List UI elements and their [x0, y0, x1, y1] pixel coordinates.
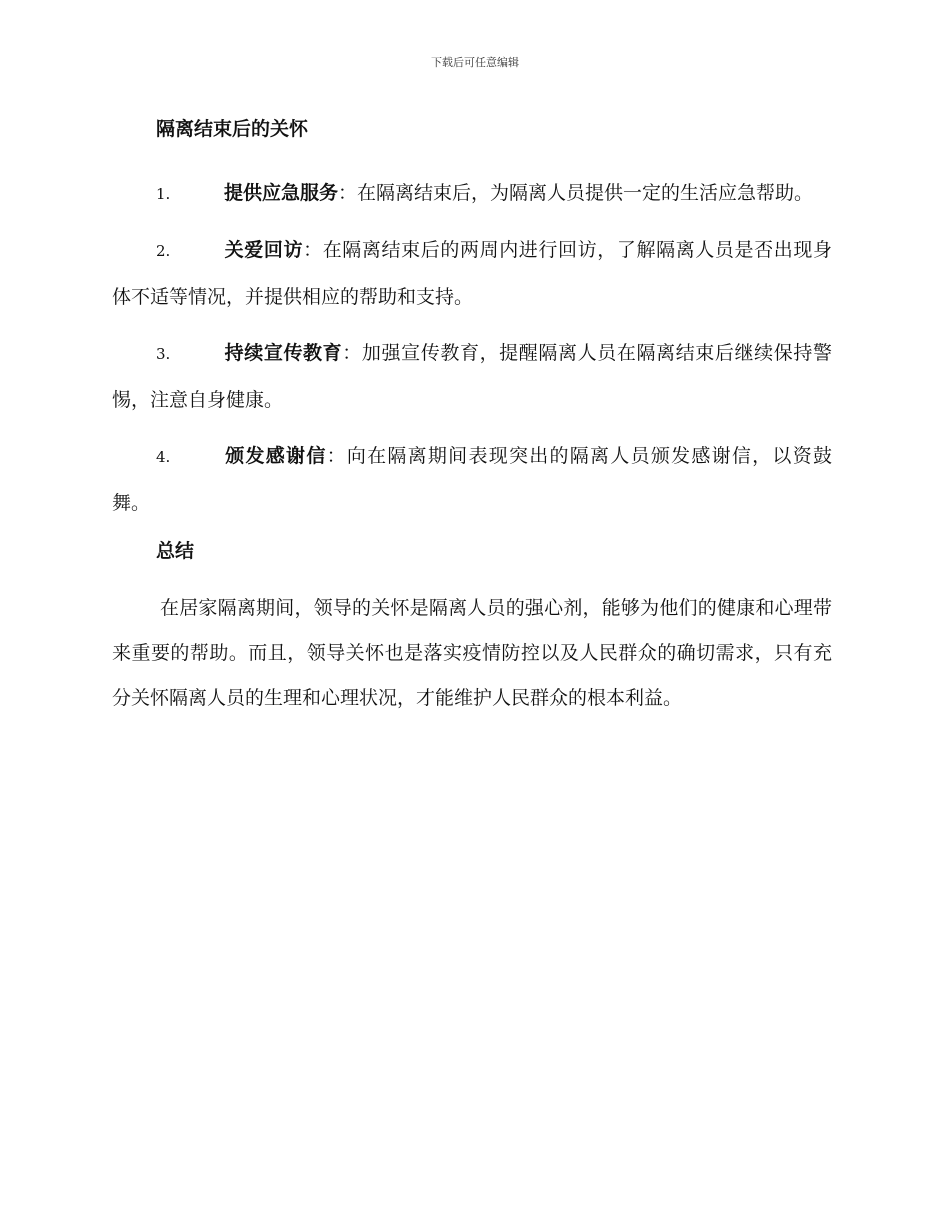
- list-item-title: 关爱回访: [224, 239, 304, 261]
- list-item-text: 在隔离结束后的两周内进行回访，了解隔离人员是否出现身体不适等情况，并提供相应的帮助和支持。: [112, 239, 832, 308]
- list-item-number: 1.: [156, 185, 171, 203]
- list-item-number: 3.: [156, 345, 171, 363]
- document-body: [112, 114, 832, 721]
- summary-paragraph: 在居家隔离期间，领导的关怀是隔离人员的强心剂，能够为他们的健康和心理带来重要的帮助。而且，领导关怀也是落实疫情防控以及人民群众的确切需求，只有充分关怀隔离人员的生理和心理状况，才能维护人民群众的根本利益。: [112, 597, 832, 709]
- list-item: [112, 170, 832, 217]
- list-item-title: 提供应急服务: [224, 182, 339, 204]
- list-item: [112, 330, 832, 423]
- list-item-number: 4.: [156, 448, 171, 466]
- list-item: [112, 433, 832, 526]
- list-item-separator: ：: [326, 445, 347, 467]
- list-item-separator: ：: [342, 342, 362, 364]
- list-item-title: 颁发感谢信: [224, 445, 327, 467]
- header-note: 下载后可任意编辑: [431, 56, 519, 69]
- list-item-text: 在隔离结束后，为隔离人员提供一定的生活应急帮助。: [357, 182, 814, 204]
- list-item-title: 持续宣传教育: [224, 342, 343, 364]
- list-item-separator: ：: [303, 239, 323, 261]
- list-item-text: 加强宣传教育，提醒隔离人员在隔离结束后继续保持警惕，注意自身健康。: [112, 342, 832, 411]
- list-item-text: 向在隔离期间表现突出的隔离人员颁发感谢信，以资鼓舞。: [112, 445, 832, 514]
- section-heading: 隔离结束后的关怀: [156, 118, 309, 140]
- list-item-number: 2.: [156, 242, 171, 260]
- list-item: [112, 227, 832, 320]
- summary-heading: 总结: [156, 540, 195, 562]
- list-item-separator: ：: [338, 182, 358, 204]
